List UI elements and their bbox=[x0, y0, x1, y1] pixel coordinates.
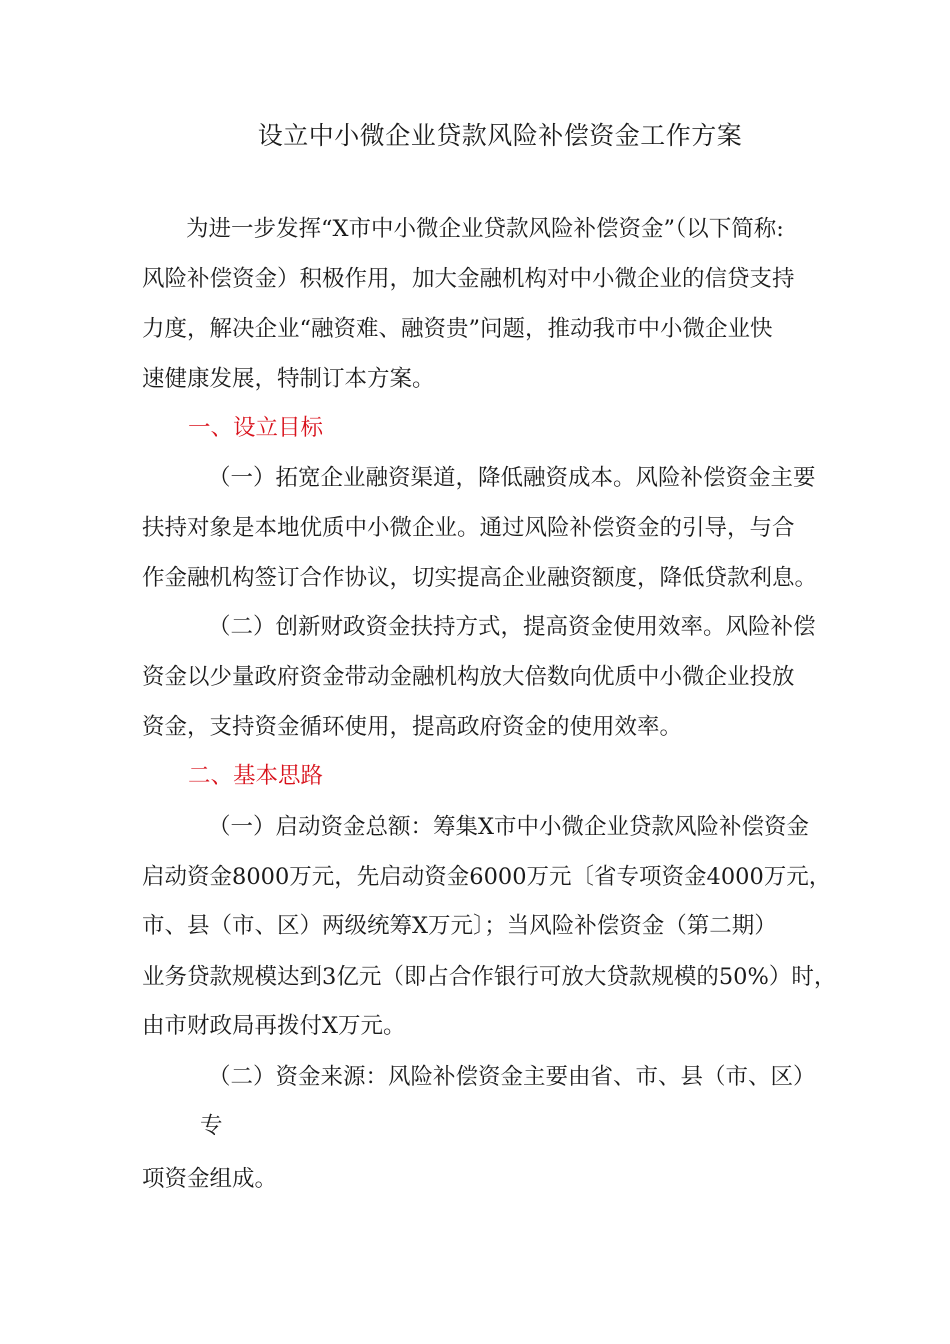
document-title: 设立中小微企业贷款风险补偿资金工作方案 bbox=[257, 121, 743, 150]
section-1-item-2-line-1: （二）创新财政资金扶持方式，提高资金使用效率。风险补偿 bbox=[208, 614, 816, 640]
section-1-item-1-line-2: 扶持对象是本地优质中小微企业。通过风险补偿资金的引导，与合 bbox=[142, 515, 795, 541]
section-2-item-2-line-3: 项资金组成。 bbox=[142, 1166, 278, 1192]
section-2-item-1-line-4: 业务贷款规模达到3亿元（即占合作银行可放大贷款规模的50%）时， bbox=[142, 964, 837, 990]
section-2-item-2-line-2: 专 bbox=[200, 1113, 223, 1139]
section-2-item-1-line-1: （一）启动资金总额：筹集X市中小微企业贷款风险补偿资金 bbox=[208, 814, 810, 840]
section-2-item-1-line-5: 由市财政局再拨付X万元。 bbox=[142, 1013, 406, 1039]
section-1-item-2-line-3: 资金，支持资金循环使用，提高政府资金的使用效率。 bbox=[142, 714, 683, 740]
section-1-heading: 一、设立目标 bbox=[188, 415, 324, 441]
intro-line-2: 风险补偿资金）积极作用，加大金融机构对中小微企业的信贷支持 bbox=[142, 266, 795, 292]
intro-line-1: 为进一步发挥“X市中小微企业贷款风险补偿资金”（以下简称: bbox=[186, 216, 784, 242]
section-2-item-1-line-3: 市、县（市、区）两级统筹X万元〕；当风险补偿资金（第二期） bbox=[142, 913, 777, 939]
section-2-item-1-line-2: 启动资金8000万元，先启动资金6000万元〔省专项资金4000万元， bbox=[142, 864, 832, 890]
section-2-heading: 二、基本思路 bbox=[188, 763, 324, 789]
section-2-item-2-line-1: （二）资金来源：风险补偿资金主要由省、市、县（市、区） bbox=[208, 1064, 816, 1090]
intro-line-4: 速健康发展，特制订本方案。 bbox=[142, 366, 435, 392]
section-1-item-1-line-3: 作金融机构签订合作协议，切实提高企业融资额度，降低贷款利息。 bbox=[142, 565, 818, 591]
section-1-item-1-line-1: （一）拓宽企业融资渠道，降低融资成本。风险补偿资金主要 bbox=[208, 465, 816, 491]
intro-line-3: 力度，解决企业“融资难、融资贵”问题，推动我市中小微企业快 bbox=[142, 316, 773, 342]
section-1-item-2-line-2: 资金以少量政府资金带动金融机构放大倍数向优质中小微企业投放 bbox=[142, 664, 795, 690]
